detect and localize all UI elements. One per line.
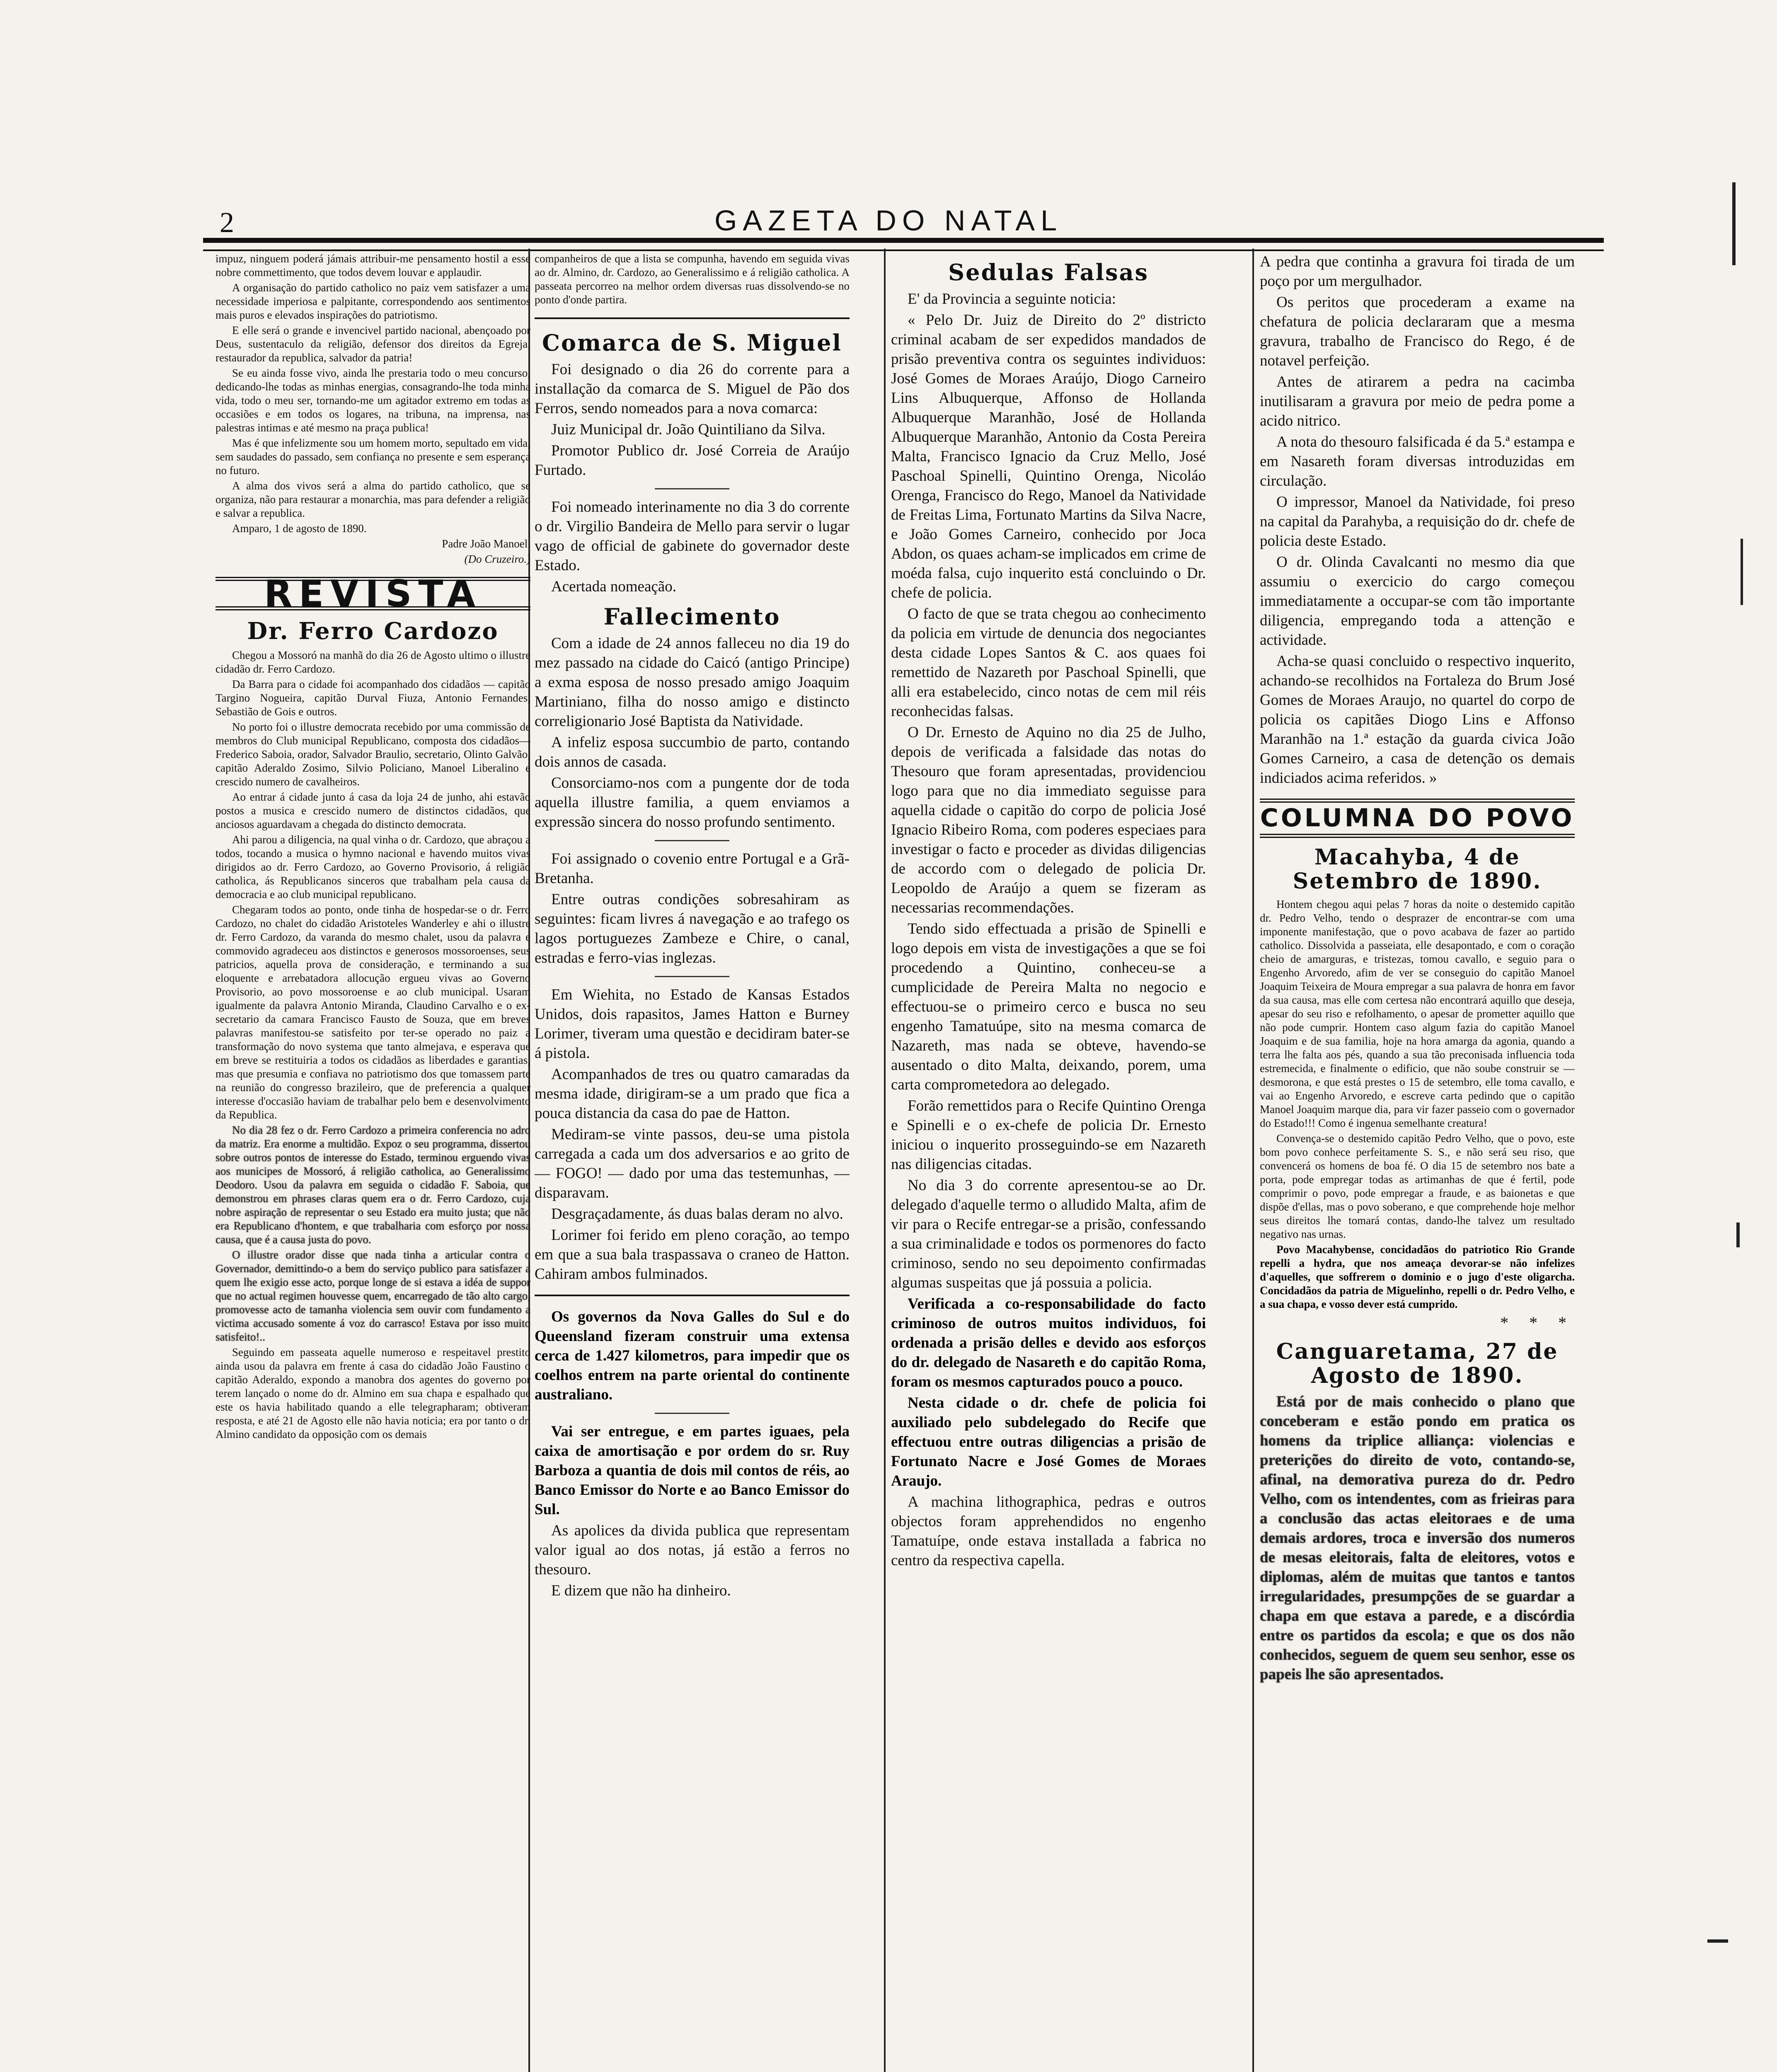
page-number: 2: [220, 207, 234, 239]
paragraph: E' da Provincia a seguinte noticia:: [908, 290, 1116, 307]
paragraph: Ahi parou a diligencia, na qual vinha o dr. Cardozo, que abraçou a todos, tocando a musica o hymno nacional e havendo muitos vivas dirigidos ao dr. Ferro Cardozo, ao Governo Provisorio, á religião catholica, ás Republicanos sinceros que trabalham pela causa da democracia e ao club municipal republicano.: [215, 833, 530, 900]
paragraph: Antes de atirarem a pedra na cacimba inutilisaram a gravura por meio de pedra pome a acido nitrico.: [1260, 373, 1575, 429]
paragraph: Em Wiehita, no Estado de Kansas Estados Unidos, dois rapasitos, James Hatton e Burney Lorimer, tiveram uma questão e decidiram bater-se á pistola.: [535, 986, 850, 1062]
column-divider: [1252, 249, 1254, 2072]
paragraph: A pedra que continha a gravura foi tirada de um poço por um mergulhador.: [1260, 253, 1575, 290]
paragraph: Tendo sido effectuada a prisão de Spinelli e logo depois em vista de investigações a que se foi procedendo a Quintino, conheceu-se a cumplicidade de Pereira Malta no negocio e effectuou-se o primeiro cerco e busca no seu engenho Tamatuúpe, sito na mesma comarca de Nazareth, mas nada se obteve, havendo-se ausentado o dito Malta, deixando, porem, uma carta comprometedora ao delegado.: [891, 920, 1206, 1093]
paragraph: A nota do thesouro falsificada é da 5.ª estampa e em Nasareth foram diversas introduzidas em circulação.: [1260, 433, 1575, 489]
paragraph: Foi designado o dia 26 do corrente para a installação da comarca de S. Miguel de Pão dos Ferros, sendo nomeados para a nova comarca:: [535, 361, 850, 417]
paragraph: A organisação do partido catholico no paiz vem satisfazer a uma necessidade imperiosa e palpitante, correspondendo aos sentimentos mais puros e elevados inspirações do patriotismo.: [215, 281, 530, 321]
column-2: [535, 252, 850, 2072]
paragraph: Consorciamo-nos com a pungente dor de toda aquella illustre familia, a quem enviamos a expressão sincera do nosso profundo sentimento.: [535, 775, 850, 830]
article-title: Sedulas Falsas: [948, 259, 1149, 286]
paragraph: Desgraçadamente, ás duas balas deram no alvo.: [551, 1205, 843, 1222]
section-title-columna-do-povo: COLUMNA DO POVO: [1260, 799, 1575, 838]
paragraph: Os peritos que procederam a exame na chefatura de policia declararam que a mesma gravura, trabalho de Francisco do Rego, é de notavel perfeição.: [1260, 294, 1575, 369]
paragraph: Os governos da Nova Galles do Sul e do Queensland fizeram construir uma extensa cerca de 1.427 kilometros, para impedir que os coelhos entrem na parte oriental do continente australiano.: [535, 1308, 850, 1403]
paragraph: E dizem que não ha dinheiro.: [551, 1582, 731, 1599]
paragraph: Chegaram todos ao ponto, onde tinha de hospedar-se o dr. Ferro Cardozo, no chalet do cidadão Aristoteles Wanderley e ahi o illustre dr. Ferro Cardozo, da varanda do mesmo chalet, usou da palavra e commovido agradeceu aos distinctos e generosos mossoroenses, seus patricios, aquella prova de consideração, e terminando a sua eloquente e arrebatadora allocução ergueu vivas ao Governo Provisorio, ao povo mossoroense e ao club municipal. Usaram igualmente da palavra Antonio Miranda, Claudino Carvalho e o ex-secretario da camara Francisco Fausto de Souza, que em breves palavras manifestou-se satisfeito por ter-se operado no paiz a transformação do novo systema que tanto almejava, e esperava que em breve se restituiria a todos os cidadãos as liberdades e garantias, mas que presumia e confiava no patriotismo dos que tomassem parte na reunião do congresso brazileiro, que de preferencia a qualquer interesse d'occasião haviam de trabalhar pelo bem e desenvolvimento da Republica.: [215, 903, 530, 1121]
dateline: Amparo, 1 de agosto de 1890.: [232, 522, 367, 535]
separator: [655, 484, 729, 493]
paragraph: Juiz Municipal dr. João Quintiliano da Silva.: [551, 421, 826, 438]
paragraph: impuz, ninguem poderá jámais attribuir-me pensamento hostil a esse nobre commettimento, que todos devem louvar e applaudir.: [215, 252, 530, 278]
paragraph: A machina lithographica, pedras e outros objectos foram apprehendidos no engenho Tamatuípe, onde estava installada a fabrica no centro da respectiva capella.: [891, 1493, 1206, 1569]
paragraph: Acompanhados de tres ou quatro camaradas da mesma idade, dirigiram-se a um prado que fica a pouca distancia da casa do pae de Hatton.: [535, 1066, 850, 1122]
paragraph: companheiros de que a lista se compunha, havendo em seguida vivas ao dr. Almino, dr. Cardozo, ao Generalissimo e á religião catholica. A passeata percorreo na melhor ordem diversas ruas dissolvendo-se no ponto d'onde partira.: [535, 252, 850, 306]
signature: Padre João Manoel.: [442, 537, 530, 550]
paragraph: Se eu ainda fosse vivo, ainda lhe prestaria todo o meu concurso, dedicando-lhe todas as minhas energias, consagrando-lhe toda minha vida, todo o meu ser, tornando-me um agitador extremo em todas as occasiões e em todos os logares, na tribuna, na imprensa, nas palestras intimas e até mesmo na praça publica!: [215, 367, 530, 434]
divider: [535, 1295, 850, 1296]
scan-mark: [1741, 539, 1743, 605]
paragraph: Hontem chegou aqui pelas 7 horas da noite o destemido capitão dr. Pedro Velho, tendo o desprazer de encontrar-se com uma imponente manifestação, que o povo acabava de fazer ao partido catholico. Dissolvida a passeiata, elle desapontado, e com o coração cheio de amarguras, e tristezas, tomou cavallo, e seguio para o Engenho Arvoredo, afim de ver se conseguio do capitão Manoel Joaquim Teixeira de Moura empregar a sua palavra de honra em favor da sua causa, mas elle com certesa não encontrará aquillo que deseja, apesar do seu riso e refolhamento, o apesar de prometter aquillo que não pode cumprir. Hontem caso algum fazia do capitão Manoel Joaquim e de sua familia, hoje na hora amarga da agonia, quando a terra lhe falta aos pés, quando a sua tão preconisada influencia toda estremecida, e finalmente o edificio, que não soube construir se — desmorona, e que está prestes o 15 de setembro, elle toma cavallo, e vai ao Engenho Arvoredo, e escreve carta pedindo que o capitão Manoel Joaquim marque dia, para vir fazer passeio com o governador do Estado!!! Como é ingenua semelhante creatura!: [1260, 898, 1575, 1129]
paragraph: No dia 3 do corrente apresentou-se ao Dr. delegado d'aquelle termo o alludido Malta, afim de vir para o Recife entregar-se a prisão, confessando a sua criminalidade e todos os pormenores do facto criminoso, sendo no seu depoimento confirmadas algumas suspeitas que já possuia a policia.: [891, 1177, 1206, 1291]
column-4: [1260, 252, 1575, 1910]
article-title: Fallecimento: [603, 603, 781, 630]
header-rule: [203, 238, 1604, 251]
section-title-revista: REVISTA: [215, 577, 530, 610]
paragraph: « Pelo Dr. Juiz de Direito do 2º districto criminal acabam de ser expedidos mandados de prisão preventiva contra os seguintes individuos: José Gomes de Moraes Araújo, Diogo Carneiro Lins Albuquerque, Affonso de Hollanda Albuquerque Maranhão, José de Hollanda Albuquerque Maranhão, Antonio da Costa Pereira Malta, Francisco Ignacio da Cruz Mello, José Paschoal Spinelli, Quintino Orenga, Nicoláo Orenga, Francisco do Rego, Manoel da Natividade de Freitas Lima, Fortunato Martins da Silva Nacre, e João Gomes Carneiro, conhecido por Joca Abdon, os quaes acham-se implicados em crime de moéda falsa, cujo inquerito está concluindo o Dr. chefe de policia.: [891, 312, 1206, 601]
paragraph: Promotor Publico dr. José Correia de Araújo Furtado.: [535, 442, 850, 479]
paragraph: Mas é que infelizmente sou um homem morto, sepultado em vida, sem saudades do passado, sem confiança no presente e sem esperança no futuro.: [215, 437, 530, 477]
separator: [655, 972, 729, 981]
paragraph: Forão remettidos para o Recife Quintino Orenga e Spinelli e o ex-chefe de policia Dr. Ernesto iniciou o inquerito prosseguindo-se em Nazareth nas diligencias citadas.: [891, 1097, 1206, 1173]
paragraph: No dia 28 fez o dr. Ferro Cardozo a primeira conferencia no adro da matriz. Era enorme a multidão. Expoz o seu programma, dissertou sobre outros pontos de interesse do Estado, terminou erguendo vivas aos municipes de Mossoró, á religião catholica, ao Generalissimo Deodoro. Usou da palavra em seguida o cidadão F. Saboia, que demonstrou em phrases claras quem era o dr. Ferro Cardozo, cuja nobre aspiração de representar o seu Estado era muito justa; que não era Republicano d'hontem, e que trabalharia com esforço por nossa causa, que é a causa justa do povo.: [215, 1124, 530, 1246]
paragraph: Foi nomeado interinamente no dia 3 do corrente o dr. Virgilio Bandeira de Mello para servir o lugar vago de official de gabinete do governador deste Estado.: [535, 499, 850, 574]
separator: [655, 836, 729, 845]
paragraph: As apolices da divida publica que representam valor igual ao dos notas, já estão a ferros no thesouro.: [535, 1522, 850, 1578]
paragraph: O facto de que se trata chegou ao conhecimento da policia em virtude de denuncia dos negociantes desta cidade Lopes Santos & C. aos quaes foi remettido de Nazareth por Paschoal Spinelli, que alli era estabelecido, cinco notas de cem mil réis reconhecidas falsas.: [891, 605, 1206, 720]
paragraph: Foi assignado o covenio entre Portugal e a Grã-Bretanha.: [535, 850, 850, 887]
paragraph: Seguindo em passeata aquelle numeroso e respeitavel prestito ainda usou da palavra em frente á casa do cidadão João Faustino o capitão Aderaldo, expondo a manobra dos agentes do governo por terem lançado o nome do dr. Almino em sua chapa e espalhado que este os havia habilitado quando a elle telegrapharam; obtiveram resposta, e até 21 de Agosto elle não havia noticia; era por tanto o dr. Almino candidato da opposição com os demais: [215, 1346, 530, 1440]
scan-mark: [1736, 1222, 1740, 1247]
scan-mark: [1707, 1939, 1728, 1943]
paragraph: Mediram-se vinte passos, deu-se uma pistola carregada a cada um dos adversarios e ao grito de — FOGO! — dado por uma das testemunhas, — disparavam.: [535, 1126, 850, 1201]
paragraph: O impressor, Manoel da Natividade, foi preso na capital da Parahyba, a requisição do dr. chefe de policia deste Estado.: [1260, 494, 1575, 549]
source-credit: (Do Cruzeiro.): [464, 553, 530, 565]
separator: [655, 1409, 729, 1418]
column-1: [215, 252, 530, 2072]
paragraph: Ao entrar á cidade junto á casa da loja 24 de junho, ahi estavão postos a musica e crescido numero de distinctos cidadãos, que anciosos aguardavam a chegada do distincto democrata.: [215, 791, 530, 830]
paragraph: Verificada a co-responsabilidade do facto criminoso de outros muitos individuos, foi ordenada a prisão delles e devido aos esforços do dr. delegado de Nasareth e do capitão Roma, foram os mesmos capturados pouco a pouco.: [891, 1295, 1206, 1390]
paragraph: A alma dos vivos será a alma do partido catholico, que se organiza, não para restaurar a monarchia, mas para defender a religião e salvar a republica.: [215, 479, 530, 519]
paragraph: Nesta cidade o dr. chefe de policia foi auxiliado pelo subdelegado do Recife que effectuou entre outras diligencias a prisão de Fortunato Nacre e José Gomes de Moraes Araujo.: [891, 1394, 1206, 1489]
paragraph: O dr. Olinda Cavalcanti no mesmo dia que assumiu o exercicio do cargo começou immediatamente a occupar-se com tão importante diligencia, empregando toda a attenção e actividade.: [1260, 554, 1575, 649]
paragraph: Da Barra para o cidade foi acompanhado dos cidadãos — capitão Targino Nogueira, capitão Durval Fiuza, Antonio Fernandes, Sebastião de Gois e outros.: [215, 678, 530, 718]
paragraph: Com a idade de 24 annos falleceu no dia 19 do mez passado na cidade do Caicó (antigo Principe) a exma esposa de nosso presado amigo Joaquim Martiniano, filha do nosso amigo e distincto correligionario José Baptista da Natividade.: [535, 635, 850, 730]
masthead: GAZETA DO NATAL: [714, 204, 1063, 237]
asterisks: * * *: [1500, 1313, 1575, 1332]
paragraph: Entre outras condições sobresahiram as seguintes: ficam livres á navegação e ao trafego os lagos portuguezes Zambeze e Chire, o canal, estradas e ferro-vias inglezas.: [535, 891, 850, 966]
paragraph: Está por de mais conhecido o plano que conceberam e estão pondo em pratica os homens da triplice alliança: violencias e preterições do direito de voto, contando-se, afinal, na demorativa pureza do dr. Pedro Velho, com os intendentes, com as frieiras para a conclusão das actas eleitoraes e de uma demais ardores, troca e inversão dos numeros de mesas eleitorais, falta de eleitores, votos e diplomas, além de muitas que tantos e tantos irregularidades, presumpções de se guardar a chapa em que estava a parede, e a discórdia entre os partidos da escola; e que os dos não conhecidos, seguem de quem seu senhor, esse os papeis lhe são apresentados.: [1260, 1393, 1575, 1683]
paragraph: Convença-se o destemido capitão Pedro Velho, que o povo, este bom povo conhece perfeitamente S. S., e não será seu riso, que convencerá os homens de boa fé. O dia 15 de setembro nos bate a porta, pode empregar todas as artimanhas de que é fertil, pode comprimir o povo, pode empregar a fraude, e as baionetas e que dispõe d'ellas, mas o povo soberano, e que comprehende hoje melhor seus direitos lhe tomará contas, dando-lhe talvez um resultado negativo nas urnas.: [1260, 1132, 1575, 1240]
article-title: Comarca de S. Miguel: [542, 329, 842, 356]
paragraph: Acertada nomeação.: [551, 578, 676, 595]
column-divider: [884, 249, 886, 2072]
paragraph: A infeliz esposa succumbio de parto, contando dois annos de casada.: [535, 734, 850, 770]
paragraph: Povo Macahybense, concidadãos do patriotico Rio Grande repelli a hydra, que nos ameaça devorar-se não infelizes d'aquelles, que soffrerem o dominio e o jugo d'este oligarcha. Concidadãos da patria de Miguelinho, repelli o dr. Pedro Velho, e a sua chapa, e vosso dever está cumprido.: [1260, 1243, 1575, 1310]
scan-mark: [1732, 182, 1736, 265]
paragraph: No porto foi o illustre democrata recebido por uma commissão de membros do Club municipal Republicano, composta dos cidadãos—Frederico Saboia, orador, Salvador Braulio, secretario, Olinto Galvão, capitão Aderaldo Zosimo, Silvio Policiano, Manoel Liberalino e crescido numero de cavalheiros.: [215, 721, 530, 788]
paragraph: Chegou a Mossoró na manhã do dia 26 de Agosto ultimo o illustre cidadão dr. Ferro Cardozo.: [215, 649, 530, 675]
paragraph: Vai ser entregue, e em partes iguaes, pela caixa de amortisação e por ordem do sr. Ruy Barboza a quantia de dois mil contos de réis, ao Banco Emissor do Norte e ao Banco Emissor do Sul.: [535, 1423, 850, 1518]
article-title: Canguaretama, 27 de Agosto de 1890.: [1276, 1339, 1559, 1388]
paragraph: O illustre orador disse que nada tinha a articular contra o Governador, demittindo-o a bem do serviço publico para satisfazer a quem lhe exigio esse acto, porque longe de si estava a idéa de suppor que no actual regimen houvesse quem, encarregado de tão alto cargo, promovesse acto de tamanha violencia sem ouvir com fundamento a victima accusado somente á voz do carrasco! Estava por isso muito satisfeito!..: [215, 1249, 530, 1343]
paragraph: E elle será o grande e invencivel partido nacional, abençoado por Deus, sustentaculo da religião, defensor dos direitos da Egreja, restaurador da republica, salvador da patria!: [215, 324, 530, 364]
column-3: [891, 252, 1206, 2072]
paragraph: Acha-se quasi concluido o respectivo inquerito, achando-se recolhidos na Fortaleza do Brum José Gomes de Moraes Araujo, no quartel do corpo de policia os capitães Diogo Lins e Affonso Maranhão na 1.ª estação da guarda civica João Gomes Carneiro, a casa de detenção os demais indiciados acima referidos. »: [1260, 653, 1575, 787]
article-title: Dr. Ferro Cardozo: [247, 617, 499, 645]
article-title: Macahyba, 4 de Setembro de 1890.: [1293, 845, 1542, 894]
divider: [535, 317, 850, 319]
paragraph: O Dr. Ernesto de Aquino no dia 25 de Julho, depois de verificada a falsidade das notas do Thesouro que foram apresentadas, providenciou logo para que no dia immediato seguisse para aquella cidade o capitão do corpo de policia José Ignacio Ribeiro Roma, com poderes especiaes para investigar o facto e proceder as dividas diligencias de accordo com o delegado de policia Dr. Leopoldo de Araújo a quem se fizeram as necessarias recommendações.: [891, 724, 1206, 916]
paragraph: Lorimer foi ferido em pleno coração, ao tempo em que a sua bala traspassava o craneo de Hatton. Cahiram ambos fulminados.: [535, 1227, 850, 1283]
